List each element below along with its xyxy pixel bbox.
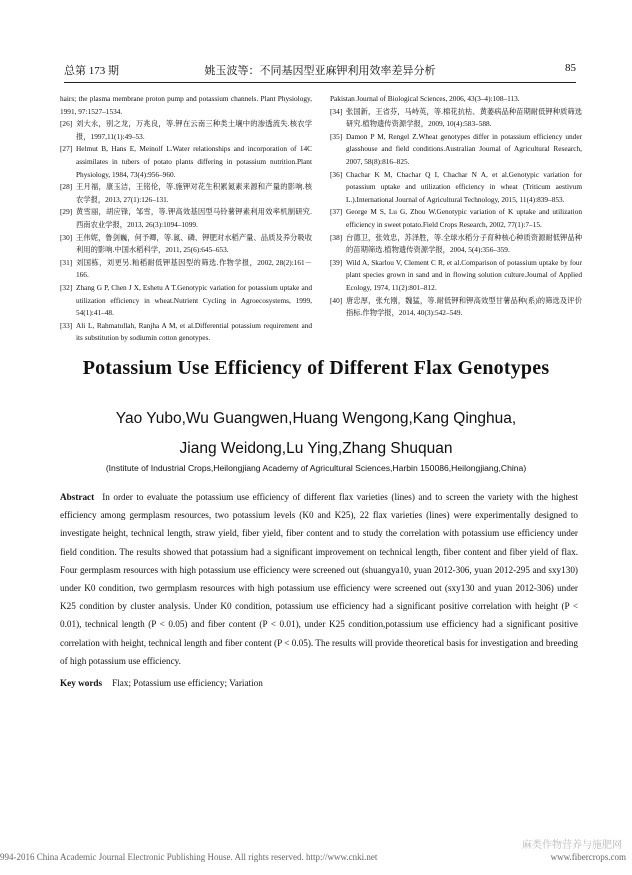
reference-item: [34] 张国新，王省芬，马峙英，等.棉花抗枯、黄萎病品种苗期耐低钾种质筛选研究.植物遗传资源学报，2009, 10(4):583–588. <box>330 106 582 129</box>
references-left-column <box>60 93 312 345</box>
reference-item: [33] Ali L, Rahmatullah, Ranjha A M, et al.Differential potassium requirement and its substitution by sodiumin cotton genotypes. <box>60 320 312 343</box>
reference-item: [27] Helmut B, Hans E, Meinolf L.Water relationships and incorporation of 14C assimilates in tubers of potato plants differing in potassium nutrition.Plant Physiology, 1984, 73(4):956–960. <box>60 144 312 179</box>
watermark-cn: 麻类作物营养与施肥网 <box>522 840 622 851</box>
watermark-url: www.fibercrops.com <box>550 852 626 862</box>
references-right-column <box>330 93 582 320</box>
authors-line-1: Yao Yubo,Wu Guangwen,Huang Wengong,Kang Qinghua, <box>115 410 517 427</box>
reference-item: [35] Damon P M, Rengel Z.Wheat genotypes differ in potassium efficiency under glasshouse and field conditions.Australian Journal of Agricultural Research, 2007, 58(8):816–825. <box>330 131 582 166</box>
reference-item: [29] 黄雪丽，胡应锋，邹雪，等.钾高效基因型马铃薯钾素利用效率机制研究.西南农业学报，2013, 26(3):1094–1099. <box>60 207 312 229</box>
reference-item: [36] Chachar K M, Chachar Q I, Chachar N A, et al.Genotypic variation for potassium uptake and utilization efficiency in wheat (Triticum aestivum L.).International Journal of Agricultural Technology, 2015, 11(4):839–853. <box>330 169 582 204</box>
reference-item: [32] Zhang G P, Chen J X, Eshetu A T.Genotypic variation for potassium uptake and utilization efficiency in wheat.Nutrient Cycling in Agroecosystems, 1999, 54(1):41–48. <box>60 282 312 318</box>
reference-item: [38] 台德卫，张效忠，苏泽胜，等.全球水稻分子育种核心种质资源耐低钾品种的苗期筛选.植物遗传资源学报，2004, 5(4):356–359. <box>330 232 582 255</box>
page-footer <box>0 852 632 866</box>
abstract <box>60 488 578 670</box>
keywords <box>60 678 578 688</box>
issue-number: 总第 173 期 <box>64 65 119 77</box>
authors-line-2: Jiang Weidong,Lu Ying,Zhang Shuquan <box>179 440 453 457</box>
affiliation: (Institute of Industrial Crops,Heilongjiang Academy of Agricultural Sciences,Harbin 150086,Heilongjiang,China) <box>105 463 527 473</box>
author-list <box>40 404 592 464</box>
copyright-notice: 994-2016 China Academic Journal Electronic Publishing House. All rights reserved. http://www.cnki.net <box>0 852 378 862</box>
reference-item: [28] 王月福，康玉洁，王铭伦，等.施钾对花生积累氮素来源和产量的影响.核农学报，2013, 27(1):126–131. <box>60 182 312 204</box>
reference-item: Pakistan Journal of Biological Sciences, 2006, 43(3–4):108–113. <box>330 94 520 103</box>
abstract-text: In order to evaluate the potassium use efficiency of different flax varieties (lines) and to screen the variety with the highest efficiency among germplasm resources, two potassium levels (K0 and K25), 22 flax varieties (lines) were experimentally designed to investigate height, technical length, straw yield, fiber yield, fiber content and to study the correlation with potassium use efficiency under field condition. The results showed that potassium had a significant improvement on technical length, fiber content and fiber yield of flax. Four germplasm resources with high potassium use efficiency were screened out (shuangya10, yuan 2012-306, yuan 2012-295 and sxy130) under K0 condition, two germplasm resources with high potassium use efficiency were screened out (sxy130 and yuan 2012-306) under K25 condition by cluster analysis. Under K0 condition, potassium use efficiency had a significant positive correlation with height (P < 0.01), technical length (P < 0.05) and fiber content (P < 0.01), under K25 condition,potassium use efficiency had a significant positive correlation with height, technical length and fiber content (P < 0.05). The results will provide theoretical basis for investigation and breeding of high potassium use efficiency. <box>60 492 578 666</box>
reference-item: [37] George M S, Lu G, Zhou W.Genotypic variation of K uptake and utilization efficiency in sweet potato.Field Crops Research, 2002, 77(1):7–15. <box>330 207 582 229</box>
header-rule <box>64 82 576 83</box>
reference-item: [31] 刘国栋，刘更另.籼稻耐低钾基因型的筛选.作物学报，2002, 28(2):161－166. <box>60 257 312 280</box>
reference-item: [39] Wild A, Skarlou V, Clement C R, et al.Comparison of potassium uptake by four plant species grown in sand and in flowing solution culture.Journal of Applied Ecology, 1974, 11(2):801–812. <box>330 257 582 292</box>
reference-item: [30] 王伟妮，鲁剑巍，何予卿，等.氮、磷、钾肥对水稻产量、品质及养分吸收利用的影响.中国水稻科学，2011, 25(6):645–653. <box>60 232 312 255</box>
reference-item: [40] 唐忠厚，张允刚，魏猛，等.耐低钾和钾高效型甘薯品种(系)的筛选及评价指标.作物学报，2014, 40(3):542–549. <box>330 295 582 318</box>
keywords-label: Key words <box>60 678 103 688</box>
reference-item: [26] 刘大永，别之龙，万兆良，等.钾在云南三种类土壤中的渗透流失.核农学报，1997,11(1):49–53. <box>60 119 312 141</box>
running-header <box>64 62 576 78</box>
page-number: 85 <box>565 62 576 74</box>
abstract-label: Abstract <box>60 492 95 502</box>
running-title: 姚玉波等：不同基因型亚麻钾利用效率差异分析 <box>204 65 436 77</box>
keywords-text: Flax; Potassium use efficiency; Variation <box>112 678 263 688</box>
reference-item: hairs; the plasma membrane proton pump and potassium channels. Plant Physiology, 1991, 97:1527–1534. <box>60 94 312 116</box>
paper-title: Potassium Use Efficiency of Different Flax Genotypes <box>82 357 550 379</box>
